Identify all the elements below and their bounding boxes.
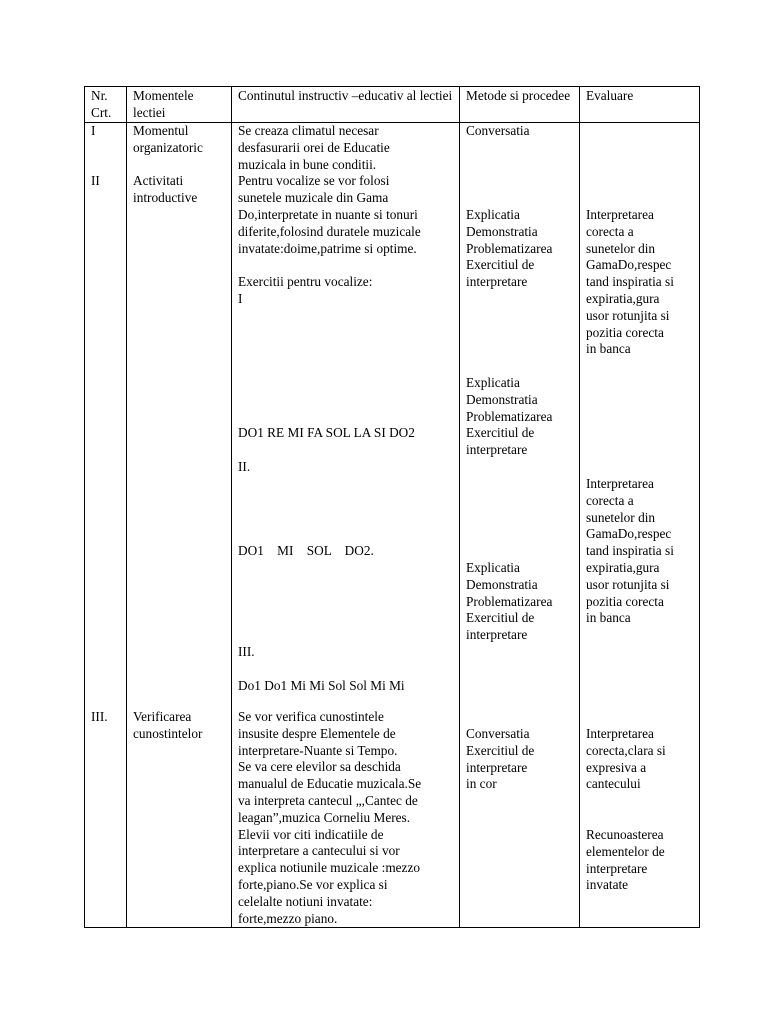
- text-line: Elevii vor citi indicatiile de: [238, 826, 384, 842]
- step-number: III.: [91, 709, 108, 724]
- text-line: sunetele muzicale din Gama: [238, 190, 389, 206]
- evaluation-text: corecta,clara si: [586, 742, 666, 758]
- text-line: explica notiunile muzicale :mezzo: [238, 860, 421, 876]
- method-text: Problematizarea: [466, 593, 553, 609]
- col-nr-crt: [85, 123, 127, 928]
- method-text: interpretare: [466, 627, 528, 643]
- content-paragraph-climate: [238, 123, 457, 257]
- evaluation-text: cantecului: [586, 776, 641, 792]
- stage-name: Activitati introductive: [133, 173, 198, 205]
- methods-group: [466, 726, 577, 793]
- method-text: Demonstratia: [466, 391, 538, 407]
- method-text: Demonstratia: [466, 576, 538, 592]
- method-text: Exercitiul de: [466, 425, 535, 441]
- text-line: leagan”,muzica Corneliu Meres.: [238, 809, 411, 825]
- text-line: manualul de Educatie muzicala.Se: [238, 776, 422, 792]
- text-line: interpretare-Nuante si Tempo.: [238, 742, 398, 758]
- evaluation-text: sunetelor din: [586, 509, 656, 525]
- text-line: interpretare a cantecului si vor: [238, 843, 400, 859]
- method-text: Conversatia: [466, 726, 530, 741]
- evaluation-text: pozitia corecta: [586, 593, 664, 609]
- evaluation-text: Interpretarea: [586, 476, 654, 491]
- evaluation-group: [586, 726, 697, 793]
- evaluation-text: in banca: [586, 610, 631, 626]
- text-line: desfasurarii orei de Educatie: [238, 139, 390, 155]
- text-line: invatate:doime,patrime si optime.: [238, 240, 417, 256]
- method-text: Demonstratia: [466, 223, 538, 239]
- text-line: forte,mezzo piano.: [238, 910, 338, 926]
- evaluation-text: usor rotunjita si: [586, 576, 670, 592]
- methods-group: [466, 375, 577, 459]
- text-line: insusite despre Elementele de: [238, 725, 396, 741]
- method-text: Exercitiul de: [466, 742, 535, 758]
- evaluation-group: [586, 207, 697, 358]
- text-line: Se creaza climatul necesar: [238, 123, 379, 138]
- exercise-iii-label: III.: [238, 644, 255, 659]
- step-number: I: [91, 123, 96, 138]
- stage-name: Verificarea cunostintelor: [133, 709, 203, 741]
- body-row: [85, 123, 700, 928]
- evaluation-text: GamaDo,respec: [586, 257, 672, 273]
- evaluation-text: corecta a: [586, 492, 634, 508]
- method-text: Exercitiul de: [466, 610, 535, 626]
- method-text: interpretare: [466, 759, 528, 775]
- stage-name: Momentul organizatoric: [133, 123, 203, 155]
- method-text: Exercitiul de: [466, 257, 535, 273]
- evaluation-text: Recunoasterea: [586, 827, 664, 842]
- text-line: forte,piano.Se vor explica si: [238, 876, 388, 892]
- methods-group: [466, 207, 577, 291]
- text-line: Pentru vocalize se vor folosi: [238, 173, 390, 189]
- exercise-ii-notes: DO1 MI SOL DO2.: [238, 543, 374, 558]
- evaluation-text: Interpretarea: [586, 726, 654, 741]
- col-continutul: [232, 123, 460, 928]
- method-text: Explicatia: [466, 207, 520, 222]
- col-evaluare: [580, 123, 700, 928]
- method-text: interpretare: [466, 274, 528, 290]
- header-nr-crt: Nr. Crt.: [85, 87, 127, 123]
- evaluation-text: interpretare: [586, 860, 648, 876]
- text-line: diferite,folosind duratele muzicale: [238, 223, 421, 239]
- text-line: celelalte notiuni invatate:: [238, 893, 373, 909]
- exercise-i-label: I: [238, 291, 243, 306]
- method-text: Explicatia: [466, 375, 520, 390]
- header-continutul: Continutul instructiv –educativ al lectiei: [232, 87, 460, 123]
- lesson-plan-table: [84, 86, 700, 928]
- text-line: Se va cere elevilor sa deschida: [238, 759, 401, 775]
- content-paragraph-verification: [238, 709, 457, 927]
- evaluation-text: invatate: [586, 877, 629, 893]
- evaluation-text: sunetelor din: [586, 240, 656, 256]
- text-line: muzicala in bune conditii.: [238, 156, 377, 172]
- exercise-i-notes: DO1 RE MI FA SOL LA SI DO2: [238, 425, 415, 440]
- exercises-title: Exercitii pentru vocalize:: [238, 274, 373, 289]
- evaluation-text: tand inspiratia si: [586, 274, 674, 290]
- method-text: Explicatia: [466, 560, 520, 575]
- evaluation-text: in banca: [586, 341, 631, 357]
- header-row: [85, 87, 700, 123]
- col-metode: [460, 123, 580, 928]
- method-text: Problematizarea: [466, 408, 553, 424]
- evaluation-text: usor rotunjita si: [586, 307, 670, 323]
- evaluation-text: expresiva a: [586, 759, 647, 775]
- evaluation-text: elementelor de: [586, 843, 665, 859]
- evaluation-group: [586, 476, 697, 627]
- text-line: Do,interpretate in nuante si tonuri: [238, 206, 418, 222]
- header-momentele: Momentele lectiei: [127, 87, 232, 123]
- evaluation-text: GamaDo,respec: [586, 526, 672, 542]
- header-metode: Metode si procedee: [460, 87, 580, 123]
- step-number: II: [91, 173, 100, 188]
- col-momentele: [127, 123, 232, 928]
- header-evaluare: Evaluare: [580, 87, 700, 123]
- evaluation-text: tand inspiratia si: [586, 543, 674, 559]
- evaluation-group: [586, 827, 697, 894]
- method-text: Problematizarea: [466, 240, 553, 256]
- text-line: Se vor verifica cunostintele: [238, 709, 384, 724]
- evaluation-text: corecta a: [586, 223, 634, 239]
- evaluation-text: expiratia,gura: [586, 559, 660, 575]
- methods-group: [466, 560, 577, 644]
- text-line: va interpreta cantecul „,Cantec de: [238, 792, 418, 808]
- method-text: interpretare: [466, 442, 528, 458]
- method-text: Conversatia: [466, 123, 530, 138]
- evaluation-text: expiratia,gura: [586, 290, 660, 306]
- exercise-iii-notes: Do1 Do1 Mi Mi Sol Sol Mi Mi: [238, 678, 405, 693]
- exercise-ii-label: II.: [238, 459, 251, 474]
- evaluation-text: Interpretarea: [586, 207, 654, 222]
- evaluation-text: pozitia corecta: [586, 324, 664, 340]
- method-text: in cor: [466, 776, 497, 792]
